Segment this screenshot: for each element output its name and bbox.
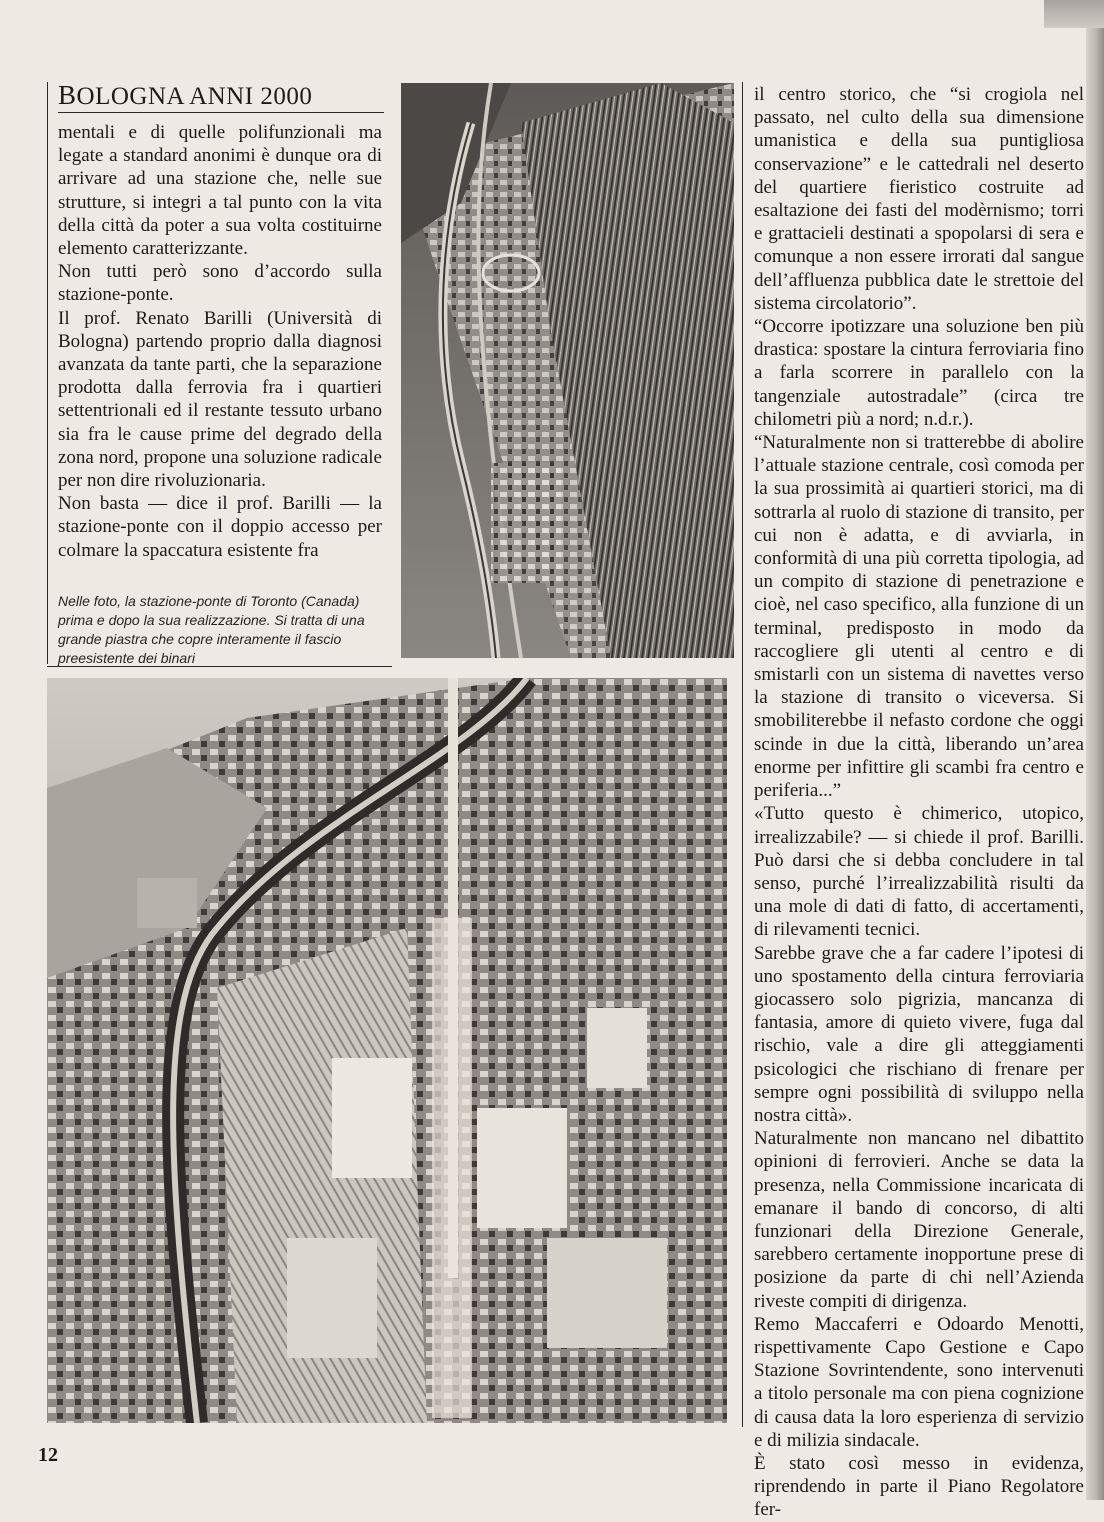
right-column-rule — [742, 82, 743, 1427]
photo-rail-yard-before — [401, 83, 734, 658]
right-paragraph: È stato così messo in evidenza, riprendendo in parte il Piano Regolatore fer- — [754, 1452, 1084, 1521]
right-column-text — [754, 83, 1084, 1522]
photo-rail-yard-before-image — [401, 83, 734, 658]
right-paragraph: «Tutto questo è chimerico, utopico, irrealizzabile? — si chiede il prof. Barilli. Può darsi che si debba concludere in tal senso, purché l’irrealizzabilità risulti da una mole di dati di fatto, di accertamenti, di rilevamenti tecnici. — [754, 803, 1084, 941]
left-margin-rule — [47, 82, 48, 664]
left-column-text — [58, 121, 382, 562]
photo-station-bridge-after — [47, 678, 727, 1423]
left-paragraph: Non basta — dice il prof. Barilli — la stazione-ponte con il doppio accesso per colmare la spaccatura esistente fra — [58, 493, 382, 561]
right-paragraph: “Naturalmente non si tratterebbe di abolire l’attuale stazione centrale, così comoda per la sua prossimità ai quartieri storici, ma di sottrarla al ruolo di stazione di transito, per cui non è adatta, e di avviarla, in conformità di una più corretta tipologia, ad un compito di stazione di penetrazione e cioè, nel caso specifico, alla funzione di un terminal, predisposto in modo da raccogliere gli utenti al centro e di smistarli con un sistema di navettes verso la stazione di transito o viceversa. Si smobiliterebbe il nefasto cordone che oggi scinde in due la città, liberando un’area enorme per infittire gli scambi fra centro e periferia...” — [754, 432, 1084, 802]
page-edge — [1086, 0, 1104, 1500]
page-edge-shadow — [1044, 0, 1104, 28]
right-paragraph: Remo Maccaferri e Odoardo Menotti, rispettivamente Capo Gestione e Capo Stazione Sovrintendente, sono intervenuti a titolo personale ma con piena cognizione di causa data la loro esperienza di servizio e di milizia sindacale. — [754, 1313, 1084, 1451]
section-title: BOLOGNA ANNI 2000 — [58, 80, 313, 110]
section-title-rule — [58, 112, 384, 113]
right-paragraph: il centro storico, che “si crogiola nel passato, nel culto della sua dimensione umanistica e della sua puntigliosa conservazione” e le cattedrali nel deserto del quartiere fieristico costruite ad esaltazione dei fasti del modèrnismo; torri e grattacieli destinati a spopolarsi di sera e comunque a non essere irrorati dal sangue dell’affluenza pubblica date le strettoie del sistema circolatorio”. — [754, 84, 1084, 314]
right-paragraph: Sarebbe grave che a far cadere l’ipotesi di uno spostamento della cintura ferroviaria giocassero solo pigrizia, mancanza di fantasia, amore di quieto vivere, fuga dal rischio, vale a dire gli atteggiamenti psicologici che rischiano di frenare per sempre ogni possibilità di sviluppo nella nostra città». — [754, 942, 1084, 1126]
right-paragraph: Naturalmente non mancano nel dibattito opinioni di ferrovieri. Anche se data la presenza, nella Commissione incaricata di emanare il bando di concorso, di alti funzionari della Direzione Generale, sarebbero certamente inopportune prese di posizione da parte di chi nell’Azienda riveste compiti di dirigenza. — [754, 1128, 1084, 1312]
left-paragraph: Il prof. Renato Barilli (Università di Bologna) partendo proprio dalla diagnosi avanzata da tante parti, che la separazione prodotta dalla ferrovia fra i quartieri settentrionali ed il restante tessuto urbano sia fra le cause prime del degrado della zona nord, propone una soluzione radicale per non dire rivoluzionaria. — [58, 307, 382, 492]
photo-caption: Nelle foto, la stazione-ponte di Toronto (Canada) prima e dopo la sua realizzazione. Si tratta di una grande piastra che copre interamente il fascio preesistente dei binari — [58, 593, 365, 666]
left-paragraph: mentali e di quelle polifunzionali ma legate a standard anonimi è dunque ora di arrivare ad una stazione che, nelle sue strutture, si integri a tal punto con la vita della città da poter a sua volta costituirne elemento caratterizzante. — [58, 122, 382, 260]
page-number: 12 — [38, 1444, 58, 1466]
photo-station-bridge-after-image — [47, 678, 727, 1423]
right-paragraph: “Occorre ipotizzare una soluzione ben più drastica: spostare la cintura ferroviaria fino a farla scorrere in parallelo con la tangenziale autostradale” (circa tre chilometri più a nord; n.d.r.). — [754, 316, 1084, 430]
left-paragraph: Non tutti però sono d’accordo sulla stazione-ponte. — [58, 261, 382, 306]
